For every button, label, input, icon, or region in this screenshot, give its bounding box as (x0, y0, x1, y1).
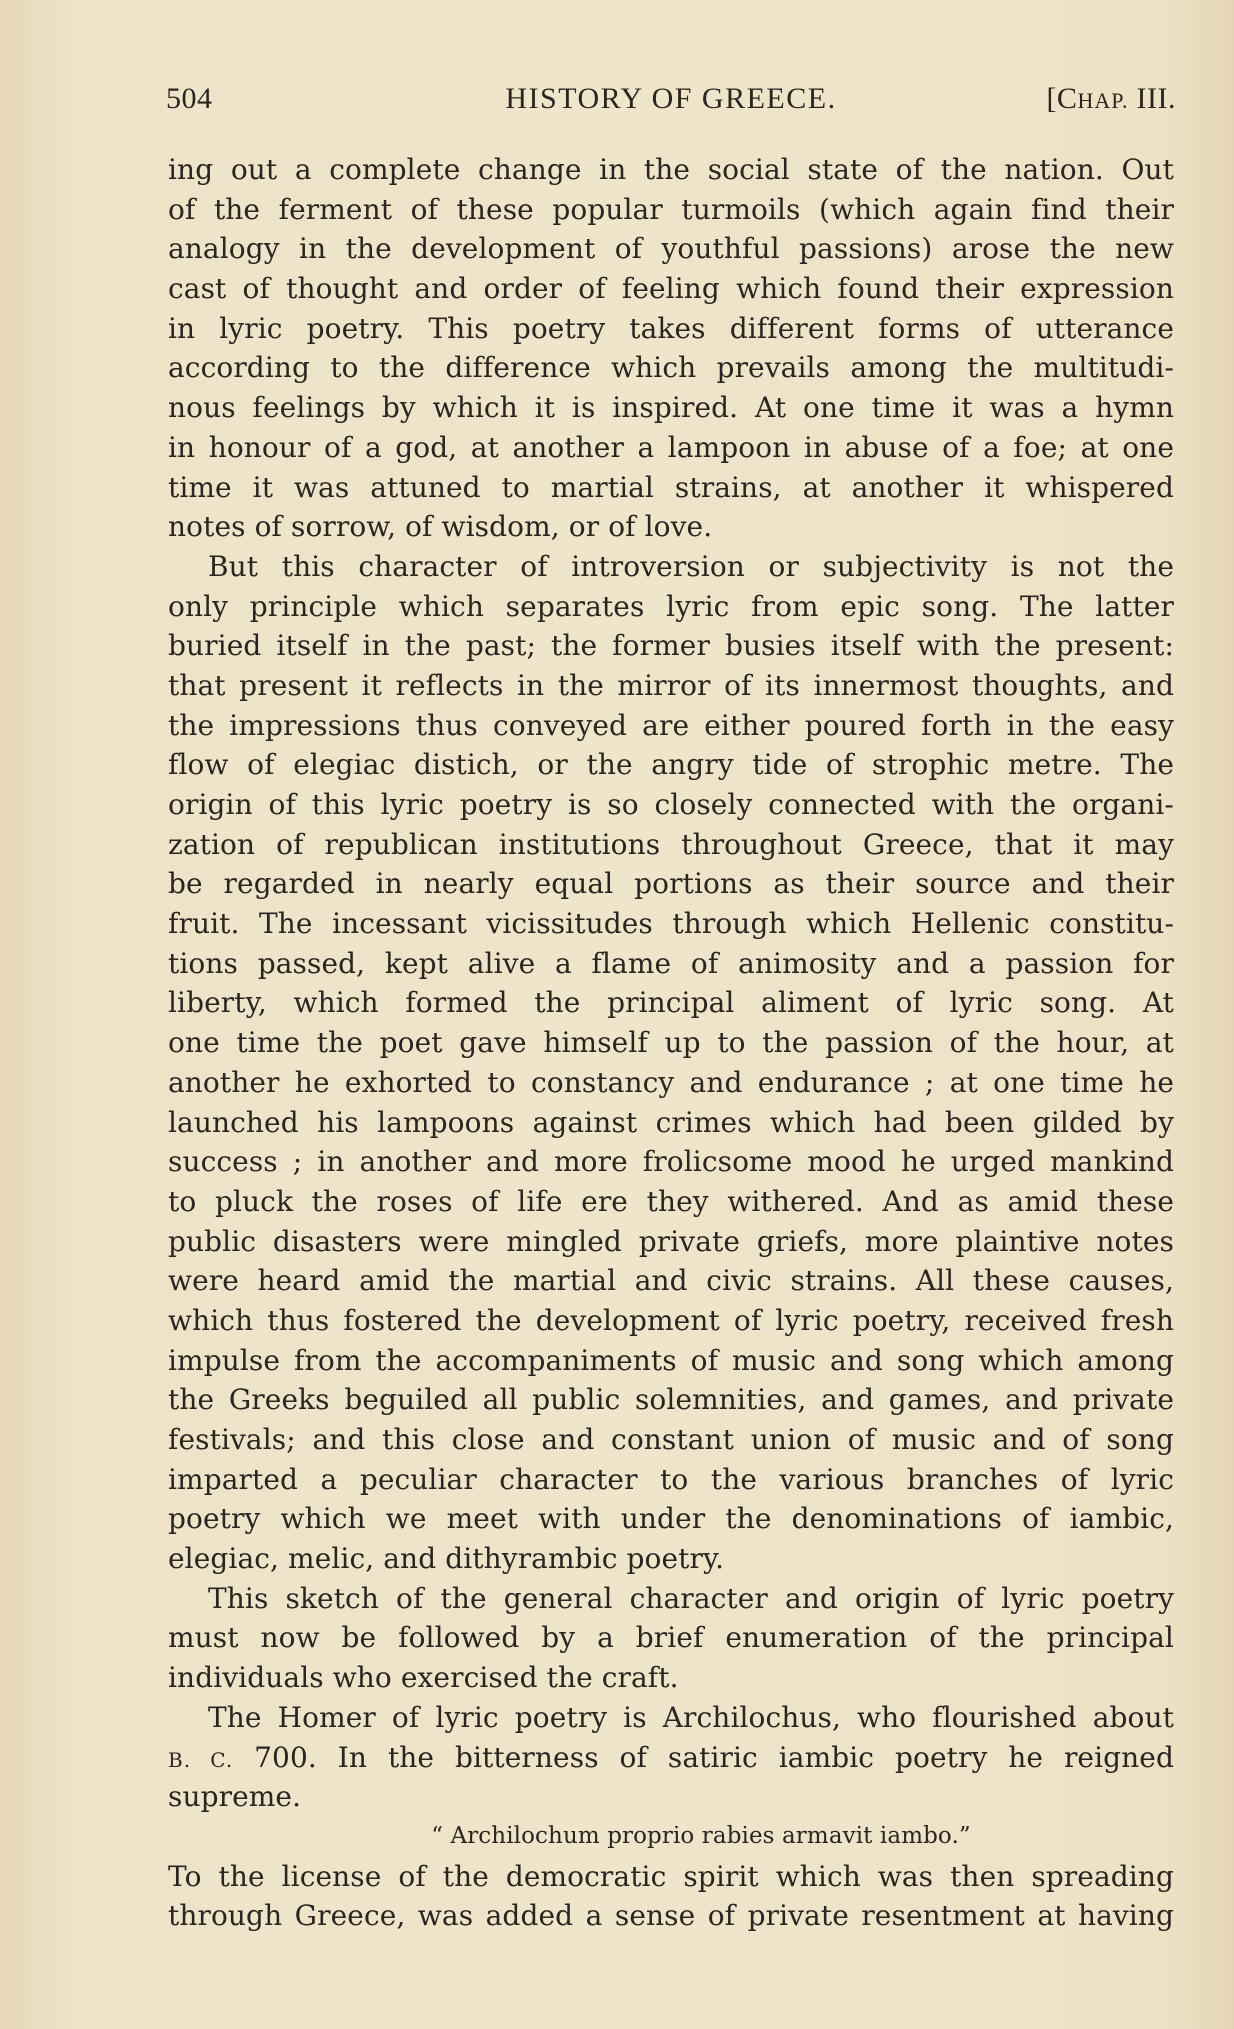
text-line: zation of republican institutions throughout Greece, that it may (168, 827, 1174, 861)
text-line: imparted a peculiar character to the various branches of lyric (168, 1462, 1174, 1496)
running-title: HISTORY OF GREECE. (505, 82, 837, 115)
text-line: This sketch of the general character and origin of lyric poetry (208, 1581, 1174, 1615)
chapter-smallcaps: HAP. (1077, 88, 1129, 113)
text-line: tions passed, kept alive a flame of animosity and a passion for (168, 946, 1174, 980)
bc-abbreviation: B. C. (168, 1747, 234, 1772)
text-line: which thus fostered the development of lyric poetry, received fresh (168, 1303, 1174, 1337)
text-line: be regarded in nearly equal portions as their source and their (168, 867, 1174, 901)
text-line: another he exhorted to constancy and endurance ; at one time he (168, 1065, 1174, 1099)
text-line: in honour of a god, at another a lampoon in abuse of a foe; at one (168, 430, 1174, 464)
text-line: success ; in another and more frolicsome mood he urged mankind (168, 1145, 1174, 1179)
latin-quotation: “ Archilochum proprio rabies armavit iambo.” (431, 1822, 971, 1849)
chapter-prefix: [C (1046, 82, 1078, 115)
text-line: one time the poet gave himself up to the passion of the hour, at (168, 1026, 1174, 1060)
text-line: impulse from the accompaniments of music and song which among (168, 1343, 1174, 1377)
text-line: To the license of the democratic spirit which was then spreading (168, 1859, 1174, 1893)
text-line: origin of this lyric poetry is so closely connected with the organi- (168, 788, 1174, 821)
text-line: poetry which we meet with under the denominations of iambic, (168, 1502, 1174, 1536)
text-line: of the ferment of these popular turmoils (which again find their (168, 192, 1174, 226)
text-line: only principle which separates lyric from epic song. The latter (168, 589, 1174, 623)
text-line: according to the difference which prevails among the multitudi- (168, 351, 1174, 385)
text-line: But this character of introversion or subjectivity is not the (208, 549, 1174, 583)
page-header (166, 82, 1176, 126)
text-line (168, 1738, 1174, 1778)
text-line: buried itself in the past; the former busies itself with the present: (168, 629, 1174, 663)
text-line: individuals who exercised the craft. (168, 1661, 679, 1695)
text-line: public disasters were mingled private griefs, more plaintive notes (168, 1224, 1174, 1258)
text-line: analogy in the development of youthful passions) arose the new (168, 232, 1174, 266)
text-line: launched his lampoons against crimes which had been gilded by (168, 1105, 1174, 1139)
text-line: cast of thought and order of feeling which found their expression (168, 272, 1174, 306)
text-line: ing out a complete change in the social state of the nation. Out (168, 153, 1174, 186)
text-line: liberty, which formed the principal aliment of lyric song. At (168, 986, 1174, 1020)
page-number: 504 (166, 82, 213, 115)
text-line: to pluck the roses of life ere they withered. And as amid these (168, 1184, 1174, 1218)
chapter-label (1046, 82, 1176, 116)
text-line: flow of elegiac distich, or the angry tide of strophic metre. The (168, 748, 1174, 782)
body-text (168, 150, 1174, 1936)
text-line: the impressions thus conveyed are either poured forth in the easy (168, 708, 1174, 742)
chapter-number: III. (1128, 82, 1176, 115)
text-line: elegiac, melic, and dithyrambic poetry. (168, 1542, 725, 1576)
text-line: notes of sorrow, of wisdom, or of love. (168, 510, 713, 544)
text-line: nous feelings by which it is inspired. At one time it was a hymn (168, 391, 1174, 425)
text-line: The Homer of lyric poetry is Archilochus, who flourished about (208, 1700, 1174, 1734)
text-line: that present it reflects in the mirror of its innermost thoughts, and (168, 668, 1174, 702)
text-line: supreme. (168, 1780, 302, 1814)
text-line: were heard amid the martial and civic strains. All these causes, (168, 1264, 1174, 1298)
text-line: through Greece, was added a sense of private resentment at having (168, 1899, 1174, 1933)
text-line: in lyric poetry. This poetry takes different forms of utterance (168, 311, 1174, 345)
text-line: must now be followed by a brief enumeration of the principal (168, 1621, 1174, 1655)
text-line: fruit. The incessant vicissitudes through which Hellenic constitu- (168, 907, 1174, 941)
text-line: the Greeks beguiled all public solemnities, and games, and private (168, 1383, 1174, 1417)
text-line-rest: 700. In the bitterness of satiric iambic poetry he reigned (233, 1740, 1174, 1774)
text-line: time it was attuned to martial strains, at another it whispered (168, 470, 1174, 504)
text-line: festivals; and this close and constant union of music and of song (168, 1423, 1174, 1456)
